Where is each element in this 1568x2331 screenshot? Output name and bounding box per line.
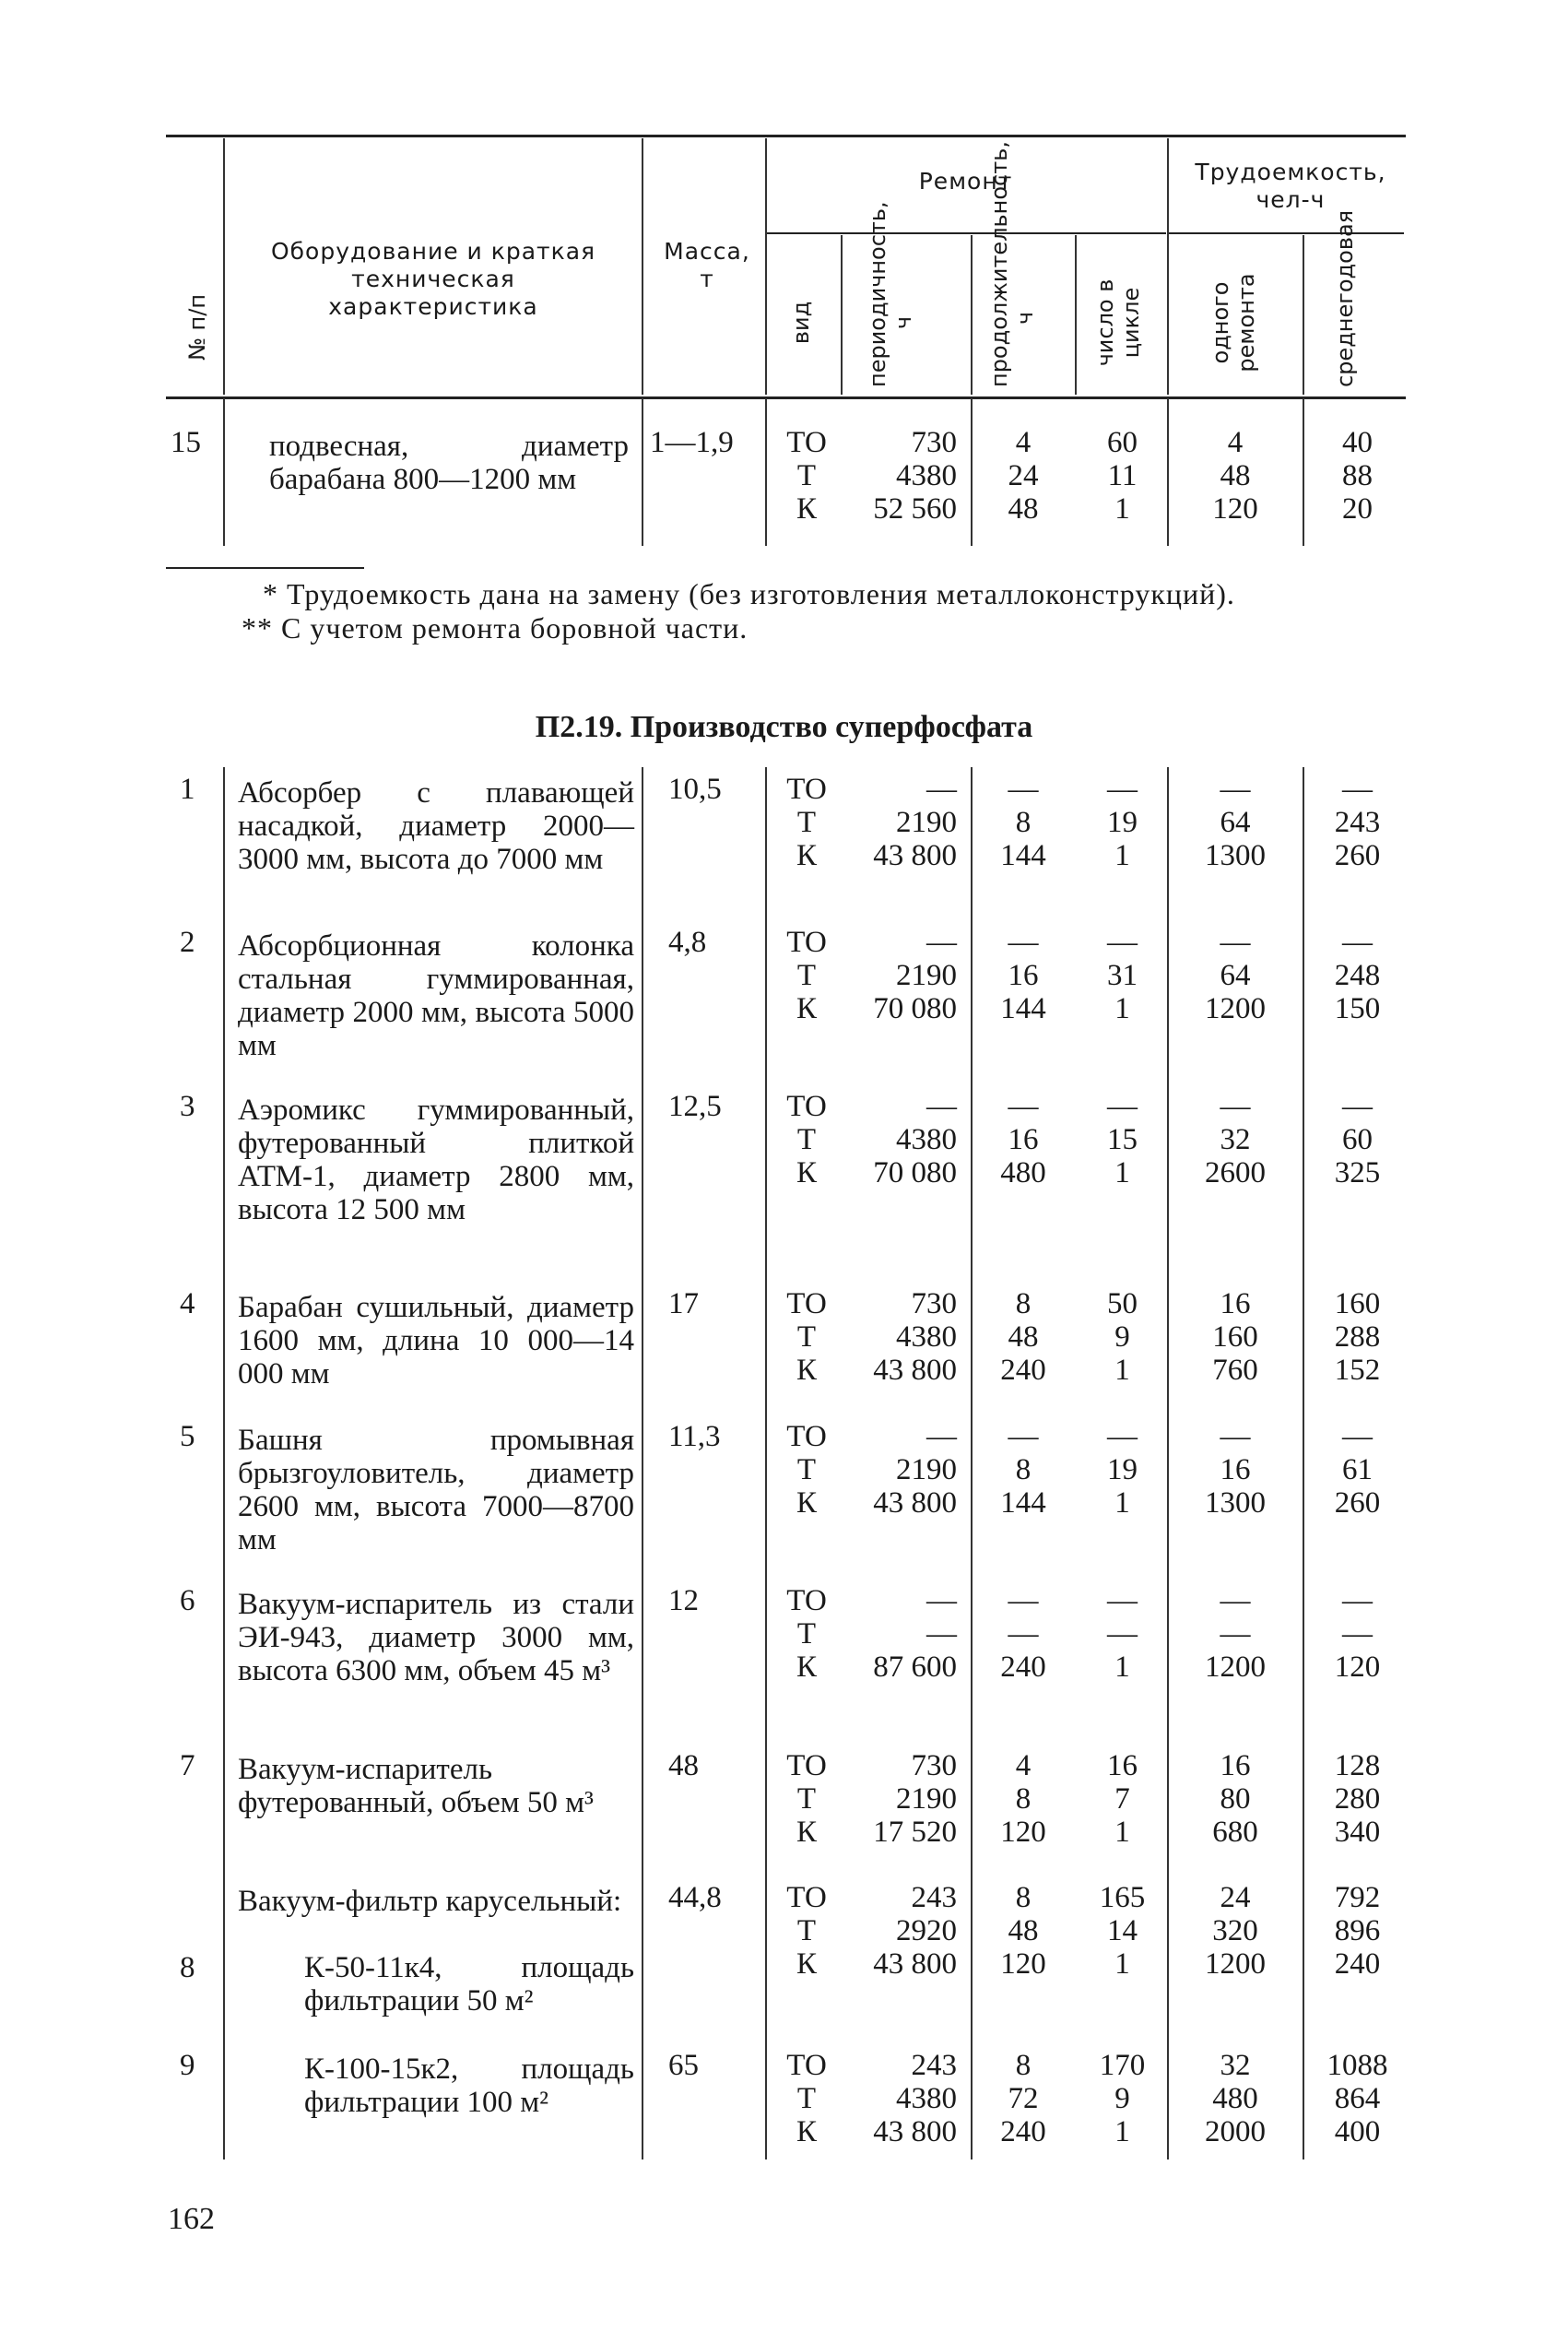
header-mass: Масса, т — [664, 238, 750, 292]
period-cell: 243 — [911, 2049, 957, 2082]
period-cell: — — [926, 773, 957, 806]
type-cell: К — [796, 1486, 817, 1520]
row-mass: 44,8 — [668, 1881, 722, 1914]
count-cell: 16 — [1107, 1749, 1138, 1782]
type-cell: Т — [796, 459, 817, 492]
header-duration: продолжительность, ч — [986, 141, 1038, 387]
duration-cell: 48 — [1008, 492, 1039, 526]
row-no: 7 — [180, 1749, 195, 1782]
duration-cell: 480 — [1000, 1156, 1046, 1189]
count-cell: 9 — [1114, 2082, 1130, 2115]
duration-cell: — — [1008, 926, 1039, 959]
labor-sub-rule — [1169, 232, 1404, 234]
row-no: 5 — [180, 1420, 195, 1453]
period-cell: — — [926, 926, 957, 959]
row-mass: 12 — [668, 1584, 699, 1617]
avg-cell: 20 — [1342, 492, 1373, 526]
count-cell: 60 — [1107, 426, 1138, 459]
col-divider — [971, 235, 973, 395]
avg-cell: 325 — [1334, 1156, 1381, 1189]
count-cell: — — [1107, 926, 1138, 959]
duration-cell: 240 — [1000, 1651, 1046, 1684]
avg-cell: — — [1342, 1090, 1373, 1123]
period-cell: 2190 — [896, 959, 957, 992]
duration-cell: 48 — [1008, 1914, 1039, 1947]
col-divider — [1167, 767, 1169, 2159]
col-divider — [1303, 235, 1304, 395]
count-cell: 1 — [1114, 2115, 1130, 2148]
one-cell: 1200 — [1205, 1947, 1266, 1981]
one-cell: 320 — [1212, 1914, 1258, 1947]
avg-cell: 240 — [1334, 1947, 1381, 1981]
col-divider — [765, 398, 767, 546]
one-cell: 32 — [1220, 1123, 1251, 1156]
type-cell: ТО — [786, 926, 827, 959]
header-repair: Ремонт — [918, 168, 1013, 195]
period-cell: 43 800 — [873, 1486, 957, 1520]
type-cell: Т — [796, 1453, 817, 1486]
count-cell: 9 — [1114, 1320, 1130, 1354]
row-description: Абсорбер с плавающей насадкой, диаметр 2000—3000 мм, высота до 7000 мм — [238, 776, 634, 876]
period-cell: 43 800 — [873, 839, 957, 872]
count-cell: 1 — [1114, 1816, 1130, 1849]
avg-cell: 60 — [1342, 1123, 1373, 1156]
type-cell: К — [796, 1947, 817, 1981]
one-cell: 32 — [1220, 2049, 1251, 2082]
col-divider — [1303, 767, 1304, 2159]
col-divider — [642, 138, 643, 395]
count-cell: 19 — [1107, 1453, 1138, 1486]
row-no: 2 — [180, 926, 195, 959]
duration-cell: 144 — [1000, 1486, 1046, 1520]
row-no: 8 — [180, 1951, 195, 1984]
count-cell: 1 — [1114, 1651, 1130, 1684]
footnote-rule — [166, 567, 364, 569]
avg-cell: 128 — [1334, 1749, 1381, 1782]
duration-cell: 4 — [1015, 1749, 1032, 1782]
row-description: Абсорбционная колонка стальная гуммированная, диаметр 2000 мм, высота 5000 мм — [238, 929, 634, 1062]
one-cell: 48 — [1220, 459, 1251, 492]
period-cell: 2190 — [896, 1782, 957, 1816]
header-one: одного ремонта — [1208, 273, 1259, 373]
type-cell: ТО — [786, 1881, 827, 1914]
col-divider — [841, 235, 843, 395]
one-cell: — — [1220, 1420, 1251, 1453]
period-cell: 70 080 — [873, 992, 957, 1025]
avg-cell: — — [1342, 926, 1373, 959]
duration-cell: 120 — [1000, 1947, 1046, 1981]
row-mass: 48 — [668, 1749, 699, 1782]
one-cell: 2000 — [1205, 2115, 1266, 2148]
type-cell: Т — [796, 1914, 817, 1947]
row-no: 3 — [180, 1090, 195, 1123]
duration-cell: 8 — [1015, 806, 1032, 839]
col-divider — [642, 767, 643, 2159]
one-cell: 2600 — [1205, 1156, 1266, 1189]
avg-cell: 120 — [1334, 1651, 1381, 1684]
period-cell: 730 — [911, 1287, 957, 1320]
type-cell: ТО — [786, 1749, 827, 1782]
header-equipment: Оборудование и краткая техническая характеристика — [270, 238, 596, 320]
one-cell: 760 — [1212, 1354, 1258, 1387]
type-cell: ТО — [786, 2049, 827, 2082]
col-divider — [1167, 398, 1169, 546]
period-cell: 43 800 — [873, 1354, 957, 1387]
count-cell: — — [1107, 1584, 1138, 1617]
period-cell: 2190 — [896, 1453, 957, 1486]
one-cell: 1200 — [1205, 992, 1266, 1025]
avg-cell: 150 — [1334, 992, 1381, 1025]
col-divider — [1075, 235, 1077, 395]
one-cell: — — [1220, 926, 1251, 959]
period-cell: 4380 — [896, 2082, 957, 2115]
row-description: Вакуум-испаритель футерованный, объем 50 м³ — [238, 1753, 594, 1819]
duration-cell: 144 — [1000, 992, 1046, 1025]
type-cell: Т — [796, 2082, 817, 2115]
col-divider — [971, 398, 973, 546]
duration-cell: 240 — [1000, 2115, 1046, 2148]
footnote-1: * Трудоемкость дана на замену (без изготовления металлоконструкций). — [263, 577, 1235, 610]
one-cell: 16 — [1220, 1453, 1251, 1486]
duration-cell: 72 — [1008, 2082, 1039, 2115]
duration-cell: 8 — [1015, 1287, 1032, 1320]
type-cell: К — [796, 2115, 817, 2148]
period-cell: 52 560 — [873, 492, 957, 526]
col-divider — [971, 767, 973, 2159]
row-description: Барабан сушильный, диаметр 1600 мм, длина 10 000—14 000 мм — [238, 1291, 634, 1390]
duration-cell: 120 — [1000, 1816, 1046, 1849]
row-description: подвесная, диаметр барабана 800—1200 мм — [269, 430, 629, 496]
type-cell: К — [796, 1816, 817, 1849]
duration-cell: — — [1008, 1090, 1039, 1123]
duration-cell: 240 — [1000, 1354, 1046, 1387]
avg-cell: 88 — [1342, 459, 1373, 492]
header-avg: среднегодовая — [1332, 209, 1358, 387]
header-labor: Трудоемкость, чел-ч — [1195, 159, 1386, 213]
row-mass: 1—1,9 — [650, 426, 734, 459]
duration-cell: 8 — [1015, 1782, 1032, 1816]
count-cell: 1 — [1114, 1156, 1130, 1189]
row-no: 6 — [180, 1584, 195, 1617]
col-divider — [642, 398, 643, 546]
one-cell: 80 — [1220, 1782, 1251, 1816]
avg-cell: 152 — [1334, 1354, 1381, 1387]
row-mass: 4,8 — [668, 926, 707, 959]
type-cell: ТО — [786, 1287, 827, 1320]
row-description: Аэромикс гуммированный, футерованный плиткой АТМ-1, диаметр 2800 мм, высота 12 500 мм — [238, 1094, 634, 1226]
avg-cell: — — [1342, 773, 1373, 806]
avg-cell: 896 — [1334, 1914, 1381, 1947]
avg-cell: — — [1342, 1584, 1373, 1617]
one-cell: 1300 — [1205, 1486, 1266, 1520]
duration-cell: 144 — [1000, 839, 1046, 872]
one-cell: 64 — [1220, 806, 1251, 839]
count-cell: 1 — [1114, 1486, 1130, 1520]
col-divider — [1303, 398, 1304, 546]
col-divider — [1167, 138, 1169, 395]
row-group-label: Вакуум-фильтр карусельный: — [238, 1885, 622, 1918]
type-cell: Т — [796, 1782, 817, 1816]
avg-cell: 243 — [1334, 806, 1381, 839]
col-divider — [223, 398, 225, 546]
row-description: К-100-15к2, площадь фильтрации 100 м² — [304, 2053, 634, 2119]
avg-cell: 40 — [1342, 426, 1373, 459]
one-cell: 1300 — [1205, 839, 1266, 872]
row-no: 4 — [180, 1287, 195, 1320]
row-description: Башня промывная брызгоуловитель, диаметр 2600 мм, высота 7000—8700 мм — [238, 1424, 634, 1556]
col-divider — [223, 138, 225, 395]
count-cell: 1 — [1114, 992, 1130, 1025]
period-cell: — — [926, 1090, 957, 1123]
header-count: число в цикле — [1092, 278, 1144, 367]
avg-cell: 160 — [1334, 1287, 1381, 1320]
count-cell: 14 — [1107, 1914, 1138, 1947]
avg-cell: 248 — [1334, 959, 1381, 992]
row-description: К-50-11к4, площадь фильтрации 50 м² — [304, 1951, 634, 2017]
count-cell: 31 — [1107, 959, 1138, 992]
avg-cell: 340 — [1334, 1816, 1381, 1849]
one-cell: — — [1220, 1584, 1251, 1617]
row-description: Вакуум-испаритель из стали ЭИ-943, диаметр 3000 мм, высота 6300 мм, объем 45 м³ — [238, 1588, 634, 1687]
count-cell: — — [1107, 1090, 1138, 1123]
count-cell: — — [1107, 1420, 1138, 1453]
one-cell: 16 — [1220, 1287, 1251, 1320]
duration-cell: — — [1008, 1617, 1039, 1651]
duration-cell: 8 — [1015, 2049, 1032, 2082]
avg-cell: 792 — [1334, 1881, 1381, 1914]
row-mass: 11,3 — [668, 1420, 721, 1453]
count-cell: 50 — [1107, 1287, 1138, 1320]
header-no: № п/п — [184, 293, 210, 361]
row-no: 1 — [180, 773, 195, 806]
type-cell: ТО — [786, 1090, 827, 1123]
page-number: 162 — [168, 2202, 215, 2236]
count-cell: 165 — [1099, 1881, 1146, 1914]
type-cell: К — [796, 1354, 817, 1387]
row-no: 15 — [171, 426, 201, 459]
one-cell: 4 — [1227, 426, 1244, 459]
avg-cell: 260 — [1334, 1486, 1381, 1520]
avg-cell: 61 — [1342, 1453, 1373, 1486]
period-cell: 2190 — [896, 806, 957, 839]
col-divider — [223, 767, 225, 2159]
one-cell: 680 — [1212, 1816, 1258, 1849]
period-cell: 43 800 — [873, 2115, 957, 2148]
type-cell: Т — [796, 1617, 817, 1651]
period-cell: 2920 — [896, 1914, 957, 1947]
type-cell: К — [796, 492, 817, 526]
type-cell: К — [796, 992, 817, 1025]
header-type: вид — [788, 301, 814, 345]
period-cell: — — [926, 1584, 957, 1617]
type-cell: Т — [796, 1320, 817, 1354]
row-mass: 17 — [668, 1287, 699, 1320]
count-cell: 7 — [1114, 1782, 1130, 1816]
avg-cell: 260 — [1334, 839, 1381, 872]
row-mass: 65 — [668, 2049, 699, 2082]
type-cell: ТО — [786, 426, 827, 459]
one-cell: 160 — [1212, 1320, 1258, 1354]
period-cell: — — [926, 1420, 957, 1453]
count-cell: — — [1107, 773, 1138, 806]
header-period: периодичность, ч — [865, 201, 916, 387]
avg-cell: 400 — [1334, 2115, 1381, 2148]
section-title: П2.19. Производство суперфосфата — [535, 710, 1033, 744]
count-cell: 1 — [1114, 839, 1130, 872]
one-cell: — — [1220, 1617, 1251, 1651]
type-cell: К — [796, 1651, 817, 1684]
duration-cell: 16 — [1008, 959, 1039, 992]
type-cell: К — [796, 839, 817, 872]
avg-cell: 288 — [1334, 1320, 1381, 1354]
duration-cell: 8 — [1015, 1453, 1032, 1486]
period-cell: 4380 — [896, 1320, 957, 1354]
duration-cell: 8 — [1015, 1881, 1032, 1914]
type-cell: Т — [796, 959, 817, 992]
one-cell: — — [1220, 1090, 1251, 1123]
one-cell: 16 — [1220, 1749, 1251, 1782]
row-mass: 12,5 — [668, 1090, 722, 1123]
period-cell: 43 800 — [873, 1947, 957, 1981]
avg-cell: — — [1342, 1420, 1373, 1453]
one-cell: 64 — [1220, 959, 1251, 992]
period-cell: 17 520 — [873, 1816, 957, 1849]
duration-cell: — — [1008, 773, 1039, 806]
type-cell: ТО — [786, 773, 827, 806]
avg-cell: 1088 — [1326, 2049, 1388, 2082]
row-mass: 10,5 — [668, 773, 722, 806]
one-cell: — — [1220, 773, 1251, 806]
type-cell: Т — [796, 1123, 817, 1156]
one-cell: 120 — [1212, 492, 1258, 526]
count-cell: 1 — [1114, 492, 1130, 526]
duration-cell: 16 — [1008, 1123, 1039, 1156]
period-cell: 730 — [911, 1749, 957, 1782]
period-cell: 730 — [911, 426, 957, 459]
col-divider — [765, 767, 767, 2159]
row-no: 9 — [180, 2049, 195, 2082]
count-cell: 11 — [1107, 459, 1138, 492]
duration-cell: — — [1008, 1584, 1039, 1617]
count-cell: 15 — [1107, 1123, 1138, 1156]
duration-cell: — — [1008, 1420, 1039, 1453]
repair-sub-rule — [765, 232, 1166, 234]
table-top-rule — [166, 135, 1406, 137]
type-cell: Т — [796, 806, 817, 839]
period-cell: 4380 — [896, 459, 957, 492]
count-cell: 1 — [1114, 1354, 1130, 1387]
duration-cell: 24 — [1008, 459, 1039, 492]
avg-cell: — — [1342, 1617, 1373, 1651]
count-cell: 170 — [1099, 2049, 1146, 2082]
period-cell: 70 080 — [873, 1156, 957, 1189]
period-cell: 4380 — [896, 1123, 957, 1156]
duration-cell: 48 — [1008, 1320, 1039, 1354]
type-cell: ТО — [786, 1420, 827, 1453]
count-cell: 19 — [1107, 806, 1138, 839]
count-cell: — — [1107, 1617, 1138, 1651]
count-cell: 1 — [1114, 1947, 1130, 1981]
duration-cell: 4 — [1015, 426, 1032, 459]
avg-cell: 280 — [1334, 1782, 1381, 1816]
period-cell: — — [926, 1617, 957, 1651]
footnote-2: ** С учетом ремонта боровной части. — [242, 611, 749, 645]
one-cell: 1200 — [1205, 1651, 1266, 1684]
one-cell: 24 — [1220, 1881, 1251, 1914]
type-cell: К — [796, 1156, 817, 1189]
one-cell: 480 — [1212, 2082, 1258, 2115]
type-cell: ТО — [786, 1584, 827, 1617]
avg-cell: 864 — [1334, 2082, 1381, 2115]
header-bottom-rule — [166, 396, 1406, 399]
period-cell: 243 — [911, 1881, 957, 1914]
period-cell: 87 600 — [873, 1651, 957, 1684]
